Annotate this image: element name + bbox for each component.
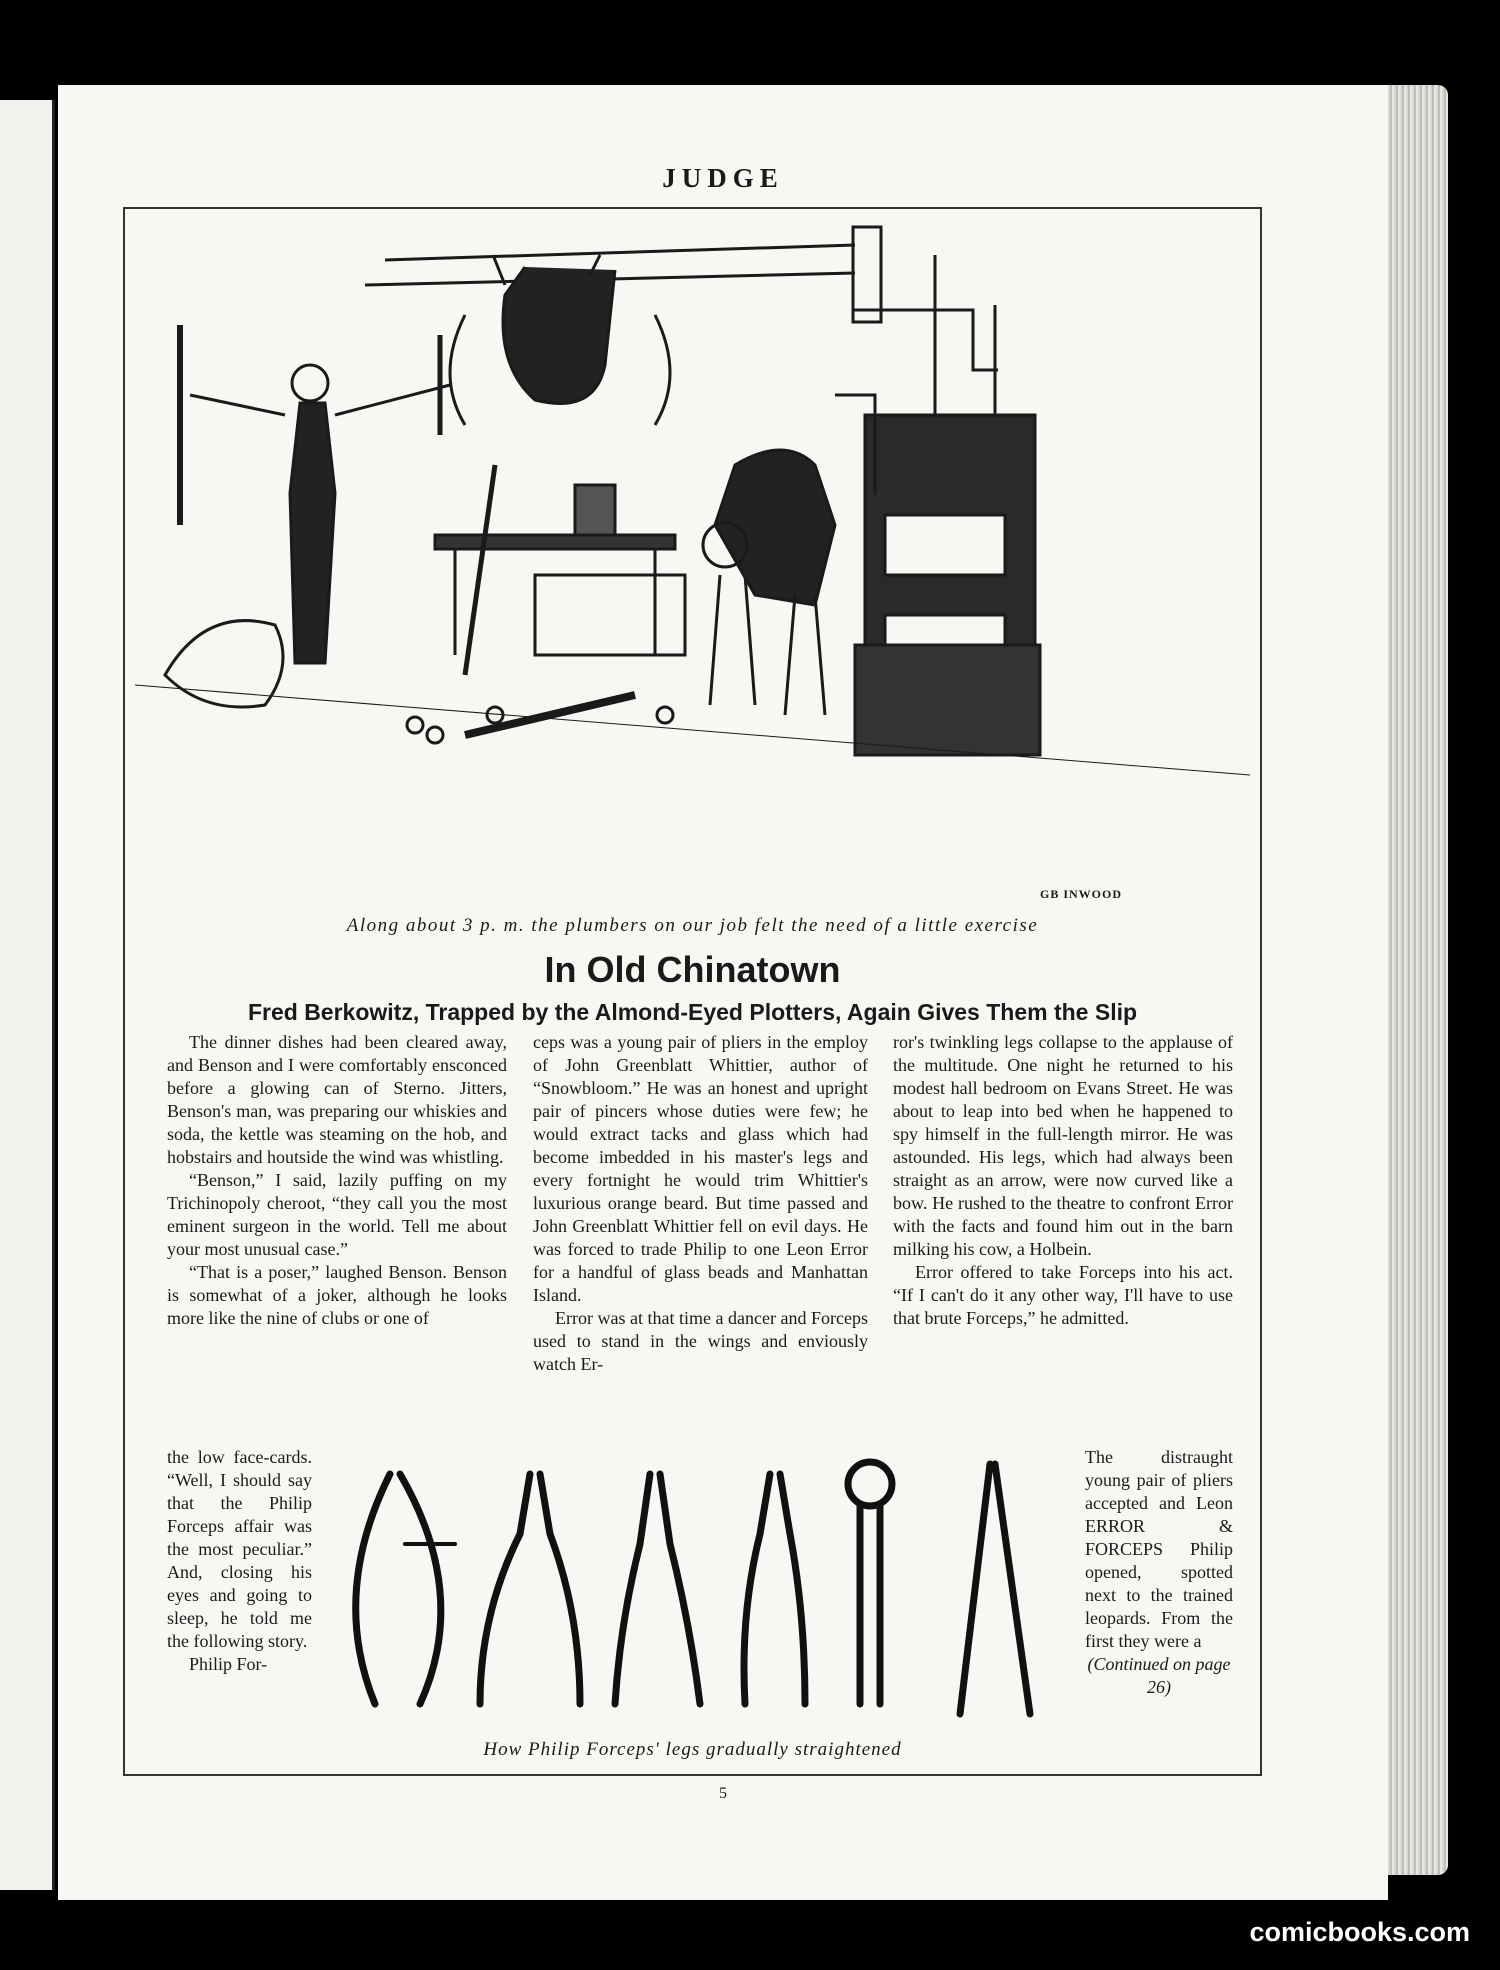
article-column-1 <box>167 1031 507 1330</box>
watermark: comicbooks.com <box>1249 1917 1470 1947</box>
paragraph: “Benson,” I said, lazily puffing on my Trichinopoly cheroot, “they call you the most eminent surgeon in the world. Tell me about your most unusual case.” <box>167 1170 507 1259</box>
article-column-3 <box>893 1031 1233 1330</box>
continued-note: (Continued on page 26) <box>1087 1654 1231 1697</box>
cartoon-caption: Along about 3 p. m. the plumbers on our job felt the need of a little exercise <box>346 915 1039 936</box>
paragraph: The distraught young pair of pliers accepted and Leon ERROR & FORCEPS Philip opened, spotted next to the trained leopards. From the first they were a <box>1085 1447 1233 1651</box>
magazine-page <box>58 85 1388 1900</box>
paragraph: Philip For- <box>189 1654 268 1674</box>
paragraph: Error offered to take Forceps into his act. “If I can't do it any other way, I'll have to use that brute Forceps,” he admitted. <box>893 1262 1233 1328</box>
article-title: In Old Chinatown <box>544 949 841 990</box>
content-frame <box>123 207 1262 1776</box>
artist-signature: GB INWOOD <box>1040 887 1123 901</box>
paragraph: ceps was a young pair of pliers in the employ of John Greenblatt Whittier, author of “Snowbloom.” He was an honest and upright pair of pincers whose duties were few; he would extract tacks and glass which had become imbedded in his master's legs and every fortnight he would trim Whittier's luxurious orange beard. But time passed and John Greenblatt Whittier fell on evil days. He was forced to trade Philip to one Leon Error for a handful of glass beads and Manhattan Island. <box>533 1032 868 1305</box>
pliers-illustration <box>350 1454 1050 1724</box>
article-column-2 <box>533 1031 868 1376</box>
article-column-3-continued <box>1085 1446 1233 1699</box>
paragraph: “That is a poser,” laughed Benson. Benson is somewhat of a joker, although he looks more like the nine of clubs or one of <box>167 1262 507 1328</box>
paragraph: ror's twinkling legs collapse to the applause of the multitude. One night he returned to his modest hall bedroom on Evans Street. He was about to leap into bed when he happened to spy himself in the full-length mirror. He was astounded. His legs, which had always been straight as an arrow, were now curved like a bow. He rushed to the theatre to confront Error with the facts and found him out in the barn milking his cow, a Holbein. <box>893 1032 1233 1259</box>
facing-page-edge <box>0 100 55 1890</box>
tools-caption: How Philip Forceps' legs gradually straightened <box>483 1739 902 1760</box>
article-subtitle: Fred Berkowitz, Trapped by the Almond-Eyed Plotters, Again Gives Them the Slip <box>247 999 1138 1025</box>
paragraph: The dinner dishes had been cleared away, and Benson and I were comfortably ensconced before a glowing can of Sterno. Jitters, Benson's man, was preparing our whiskies and soda, the kettle was steaming on the hob, and hobstairs and houtside the wind was whistling. <box>167 1032 507 1167</box>
paragraph: Error was at that time a dancer and Forceps used to stand in the wings and enviously watch Er- <box>533 1308 868 1374</box>
running-head: JUDGE <box>662 163 784 193</box>
paragraph: the low face-cards. “Well, I should say that the Philip Forceps affair was the most peculiar.” And, closing his eyes and going to sleep, he told me the following story. <box>167 1447 312 1651</box>
article-column-1-continued <box>167 1446 312 1676</box>
plumbers-cartoon <box>135 215 1250 915</box>
page-number: 5 <box>719 1785 727 1802</box>
